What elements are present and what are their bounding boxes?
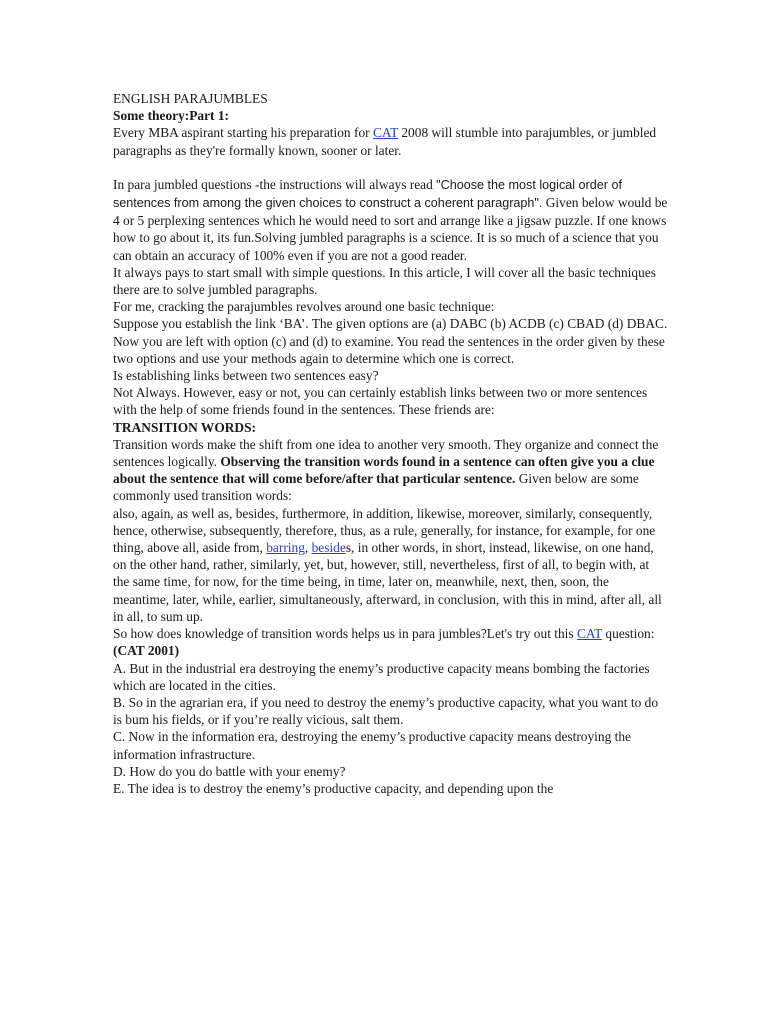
cat-link[interactable]: CAT bbox=[372, 125, 399, 141]
paragraph-transition-words bbox=[113, 505, 668, 625]
text-span: 2008 will stumble into parajumbles, or jumbled paragraphs as they're formally known, sooner or later. bbox=[113, 125, 657, 158]
option-d: D. How do you do battle with your enemy? bbox=[113, 763, 346, 779]
page-title: ENGLISH PARAJUMBLES bbox=[113, 91, 268, 106]
paragraph-question: Is establishing links between two sentences easy? bbox=[113, 368, 379, 384]
paragraph-start-small: It always pays to start small with simple questions. In this article, I will cover all the basic techniques there are to solve jumbled paragraphs. bbox=[113, 264, 656, 298]
option-e: E. The idea is to destroy the enemy’s productive capacity, and depending upon the bbox=[113, 780, 554, 796]
paragraph-instructions bbox=[113, 176, 668, 264]
text-span: Given below would be 4 or 5 perplexing sentences which he would need to sort and arrange like a jigsaw puzzle. If one knows how to go about it, its fun.Solving jumbled paragraphs is a science. It is so much of a science that you can obtain an accuracy of 100% even if you are not a good reader. bbox=[113, 195, 668, 263]
text-span: Given below are some commonly used transition words: bbox=[113, 471, 639, 504]
cat-link[interactable]: CAT bbox=[576, 626, 603, 642]
text-span: In para jumbled questions -the instructions will always read bbox=[113, 176, 437, 192]
text-span: question: bbox=[602, 626, 655, 642]
bold-clue: Observing the transition words found in a sentence can often give you a clue about the sentence that will come before/after that particular sentence. bbox=[113, 454, 655, 487]
beside-link[interactable]: beside bbox=[311, 540, 346, 556]
theory-heading: Some theory:Part 1: bbox=[113, 108, 230, 124]
text-span: Transition words make the shift from one idea to another very smooth. They organize and connect the sentences logically. bbox=[113, 436, 659, 470]
barring-link[interactable]: barring bbox=[266, 540, 305, 556]
paragraph-intro bbox=[113, 124, 668, 158]
option-b: B. So in the agrarian era, if you need to destroy the enemy’s productive capacity, what you want to do is bum his fields, or if you’re really vicious, salt them. bbox=[113, 694, 659, 728]
text-span: , bbox=[304, 540, 312, 556]
transition-heading: TRANSITION WORDS: bbox=[113, 419, 256, 435]
text-span: Every MBA aspirant starting his preparation for bbox=[113, 125, 373, 141]
text-span: also, again, as well as, besides, furthermore, in addition, likewise, moreover, similarly, consequently, hence, otherwise, subsequently, therefore, thus, as a rule, generally, for instance, for example, for one thing, above all, aside from, bbox=[113, 505, 656, 556]
option-c: C. Now in the information era, destroying the enemy’s productive capacity means destroying the information infrastructure. bbox=[113, 729, 632, 762]
text-span: s, in other words, in short, instead, likewise, on one hand, on the other hand, rather, similarly, yet, but, however, still, nevertheless, first of all, to begin with, at the same time, for now, for the time being, in time, later on, meanwhile, next, then, soon, the meantime, later, while, earlier, simultaneously, afterward, in conclusion, with this in mind, after all, all in all, to sum up. bbox=[113, 540, 662, 624]
paragraph-try-question bbox=[113, 625, 668, 642]
paragraph-friends: Not Always. However, easy or not, you can certainly establish links between two or more sentences with the help of some friends found in the sentences. These friends are: bbox=[113, 385, 648, 418]
cat-question-heading: (CAT 2001) bbox=[113, 643, 180, 659]
instruction-quote: "Choose the most logical order of sentences from among the given choices to construct a coherent paragraph". bbox=[113, 177, 622, 211]
paragraph-technique: For me, cracking the parajumbles revolves around one basic technique: bbox=[113, 299, 495, 315]
paragraph-example: Suppose you establish the link ‘BA’. The given options are (a) DABC (b) ACDB (c) CBAD (d) DBAC. Now you are left with option (c) and (d) to examine. You read the sentences in the order given by these two options and use your methods again to determine which one is correct. bbox=[113, 316, 668, 366]
paragraph-transition-intro bbox=[113, 436, 668, 505]
option-a: A. But in the industrial era destroying the enemy’s productive capacity means bombing the factories which are located in the cities. bbox=[113, 660, 650, 693]
text-span: So how does knowledge of transition words helps us in para jumbles?Let's try out this bbox=[113, 626, 577, 642]
